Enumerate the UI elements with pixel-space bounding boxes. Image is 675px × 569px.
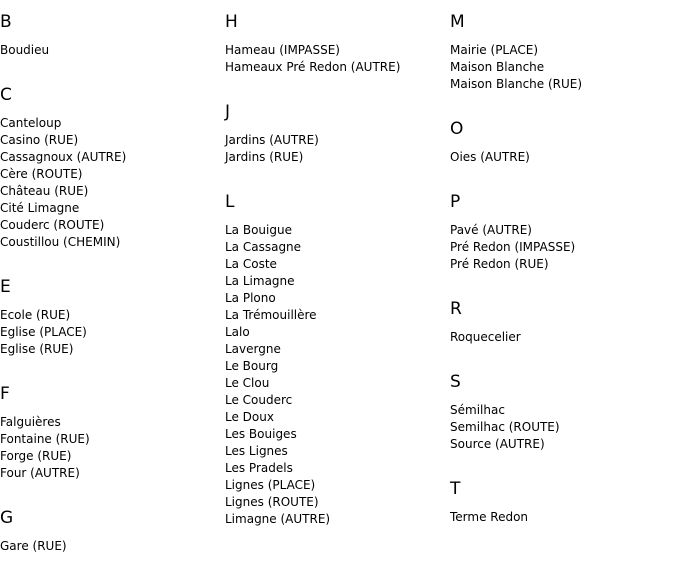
letter-group	[0, 496, 225, 555]
street-list-item	[0, 183, 225, 200]
street-list-item	[225, 477, 450, 494]
letter-group	[450, 360, 675, 453]
street-list	[450, 329, 675, 346]
street-link[interactable]: Semilhac (ROUTE)	[450, 420, 560, 434]
street-list	[0, 414, 225, 482]
letter-heading: J	[225, 102, 231, 122]
street-list-item	[225, 256, 450, 273]
letter-group	[0, 265, 225, 358]
street-list-item	[0, 431, 225, 448]
letter-group	[0, 0, 225, 59]
street-link[interactable]: Le Doux	[225, 410, 274, 424]
street-list-item	[450, 59, 675, 76]
letter-heading: G	[0, 508, 14, 528]
street-list-item	[0, 307, 225, 324]
street-link[interactable]: Eglise (PLACE)	[0, 325, 87, 339]
street-list-item	[225, 290, 450, 307]
street-list-item	[450, 239, 675, 256]
street-list-item	[225, 443, 450, 460]
letter-heading: O	[450, 119, 464, 139]
street-list-item	[225, 392, 450, 409]
street-list-item	[225, 341, 450, 358]
street-list	[450, 402, 675, 453]
letter-group	[225, 180, 450, 528]
street-list	[0, 115, 225, 251]
street-list	[450, 222, 675, 273]
street-list-item	[0, 166, 225, 183]
street-list-item	[225, 59, 450, 76]
index-column	[225, 0, 450, 542]
street-list-item	[225, 358, 450, 375]
street-list-item	[450, 419, 675, 436]
street-link[interactable]: Cité Limagne	[0, 201, 80, 215]
street-list-item	[450, 42, 675, 59]
street-list	[0, 307, 225, 358]
street-list-item	[0, 42, 225, 59]
street-link[interactable]: Canteloup	[0, 116, 62, 130]
street-link[interactable]: La Cassagne	[225, 240, 302, 254]
street-list-item	[450, 329, 675, 346]
letter-group	[450, 0, 675, 93]
letter-heading: R	[450, 299, 462, 319]
street-link[interactable]: Source (AUTRE)	[450, 437, 545, 451]
street-link[interactable]: Forge (RUE)	[0, 449, 72, 463]
street-link[interactable]: Cassagnoux (AUTRE)	[0, 150, 127, 164]
street-list-item	[225, 511, 450, 528]
street-list-item	[225, 222, 450, 239]
street-link[interactable]: La Coste	[225, 257, 277, 271]
letter-group	[225, 0, 450, 76]
street-link[interactable]: Le Clou	[225, 376, 270, 390]
street-list	[225, 222, 450, 528]
street-list-item	[225, 239, 450, 256]
street-link[interactable]: Mairie (PLACE)	[450, 43, 539, 57]
street-link[interactable]: Lalo	[225, 325, 250, 339]
letter-heading: S	[450, 372, 461, 392]
street-link[interactable]: Hameau (IMPASSE)	[225, 43, 340, 57]
street-list	[450, 149, 675, 166]
letter-heading: B	[0, 12, 12, 32]
street-link[interactable]: Maison Blanche (RUE)	[450, 77, 583, 91]
street-list-item	[450, 402, 675, 419]
street-list-item	[225, 132, 450, 149]
street-list-item	[225, 324, 450, 341]
letter-group	[0, 372, 225, 482]
street-link[interactable]: Lignes (ROUTE)	[225, 495, 319, 509]
street-link[interactable]: Gare (RUE)	[0, 539, 67, 553]
street-link[interactable]: Les Pradels	[225, 461, 293, 475]
street-list-item	[450, 256, 675, 273]
letter-heading: E	[0, 277, 11, 297]
letter-heading: P	[450, 192, 461, 212]
letter-heading: L	[225, 192, 235, 212]
street-link[interactable]: Le Bourg	[225, 359, 279, 373]
street-link[interactable]: Pré Redon (IMPASSE)	[450, 240, 576, 254]
street-list-item	[0, 115, 225, 132]
street-link[interactable]: Four (AUTRE)	[0, 466, 80, 480]
street-list	[0, 538, 225, 555]
index-column	[450, 0, 675, 540]
street-link[interactable]: Eglise (RUE)	[0, 342, 74, 356]
letter-heading: H	[225, 12, 238, 32]
street-list-item	[225, 375, 450, 392]
street-list	[225, 132, 450, 166]
street-link[interactable]: Lavergne	[225, 342, 281, 356]
letter-group	[450, 107, 675, 166]
street-link[interactable]: Maison Blanche	[450, 60, 545, 74]
street-list-item	[225, 149, 450, 166]
street-link[interactable]: Oies (AUTRE)	[450, 150, 530, 164]
street-link[interactable]: Boudieu	[0, 43, 50, 57]
street-list-item	[0, 538, 225, 555]
street-link[interactable]: Château (RUE)	[0, 184, 89, 198]
street-link[interactable]: Pavé (AUTRE)	[450, 223, 532, 237]
street-list	[450, 509, 675, 526]
street-list	[450, 42, 675, 93]
street-list-item	[0, 132, 225, 149]
street-list-item	[225, 494, 450, 511]
street-list-item	[0, 341, 225, 358]
letter-group	[450, 287, 675, 346]
letter-heading: F	[0, 384, 10, 404]
street-list-item	[0, 234, 225, 251]
street-link[interactable]: Roquecelier	[450, 330, 521, 344]
street-link[interactable]: Jardins (AUTRE)	[225, 133, 319, 147]
street-list-item	[225, 42, 450, 59]
street-link[interactable]: Les Lignes	[225, 444, 288, 458]
street-list-item	[225, 273, 450, 290]
street-link[interactable]: Pré Redon (RUE)	[450, 257, 549, 271]
street-list-item	[225, 307, 450, 324]
street-list-item	[225, 426, 450, 443]
street-link[interactable]: Coustillou (CHEMIN)	[0, 235, 121, 249]
street-link[interactable]: Lignes (PLACE)	[225, 478, 316, 492]
letter-group	[450, 467, 675, 526]
letter-group	[0, 73, 225, 251]
street-list-item	[0, 465, 225, 482]
street-link[interactable]: Les Bouiges	[225, 427, 297, 441]
street-list-item	[450, 509, 675, 526]
street-list-item	[0, 200, 225, 217]
street-link[interactable]: Falguières	[0, 415, 61, 429]
street-link[interactable]: Jardins (RUE)	[225, 150, 304, 164]
street-link[interactable]: La Limagne	[225, 274, 295, 288]
letter-group	[450, 180, 675, 273]
street-list-item	[450, 222, 675, 239]
street-list-item	[0, 448, 225, 465]
street-link[interactable]: Cère (ROUTE)	[0, 167, 83, 181]
street-link[interactable]: La Plono	[225, 291, 276, 305]
street-list-item	[0, 149, 225, 166]
street-list	[0, 42, 225, 59]
street-list-item	[450, 436, 675, 453]
street-link[interactable]: Terme Redon	[450, 510, 529, 524]
street-link[interactable]: La Trémouillère	[225, 308, 317, 322]
street-link[interactable]: Casino (RUE)	[0, 133, 79, 147]
letter-heading: M	[450, 12, 465, 32]
index-column	[0, 0, 225, 569]
street-link[interactable]: Couderc (ROUTE)	[0, 218, 105, 232]
street-list-item	[450, 149, 675, 166]
street-link[interactable]: Limagne (AUTRE)	[225, 512, 331, 526]
street-list-item	[0, 324, 225, 341]
street-link[interactable]: Le Couderc	[225, 393, 293, 407]
street-list-item	[0, 414, 225, 431]
street-link[interactable]: La Bouigue	[225, 223, 292, 237]
letter-group	[225, 90, 450, 166]
street-link[interactable]: Sémilhac	[450, 403, 505, 417]
street-list-item	[225, 409, 450, 426]
street-list-item	[450, 76, 675, 93]
street-list-item	[0, 217, 225, 234]
street-list	[225, 42, 450, 76]
street-link[interactable]: Ecole (RUE)	[0, 308, 71, 322]
letter-heading: T	[450, 479, 461, 499]
street-link[interactable]: Hameaux Pré Redon (AUTRE)	[225, 60, 401, 74]
street-link[interactable]: Fontaine (RUE)	[0, 432, 90, 446]
letter-heading: C	[0, 85, 12, 105]
street-list-item	[225, 460, 450, 477]
